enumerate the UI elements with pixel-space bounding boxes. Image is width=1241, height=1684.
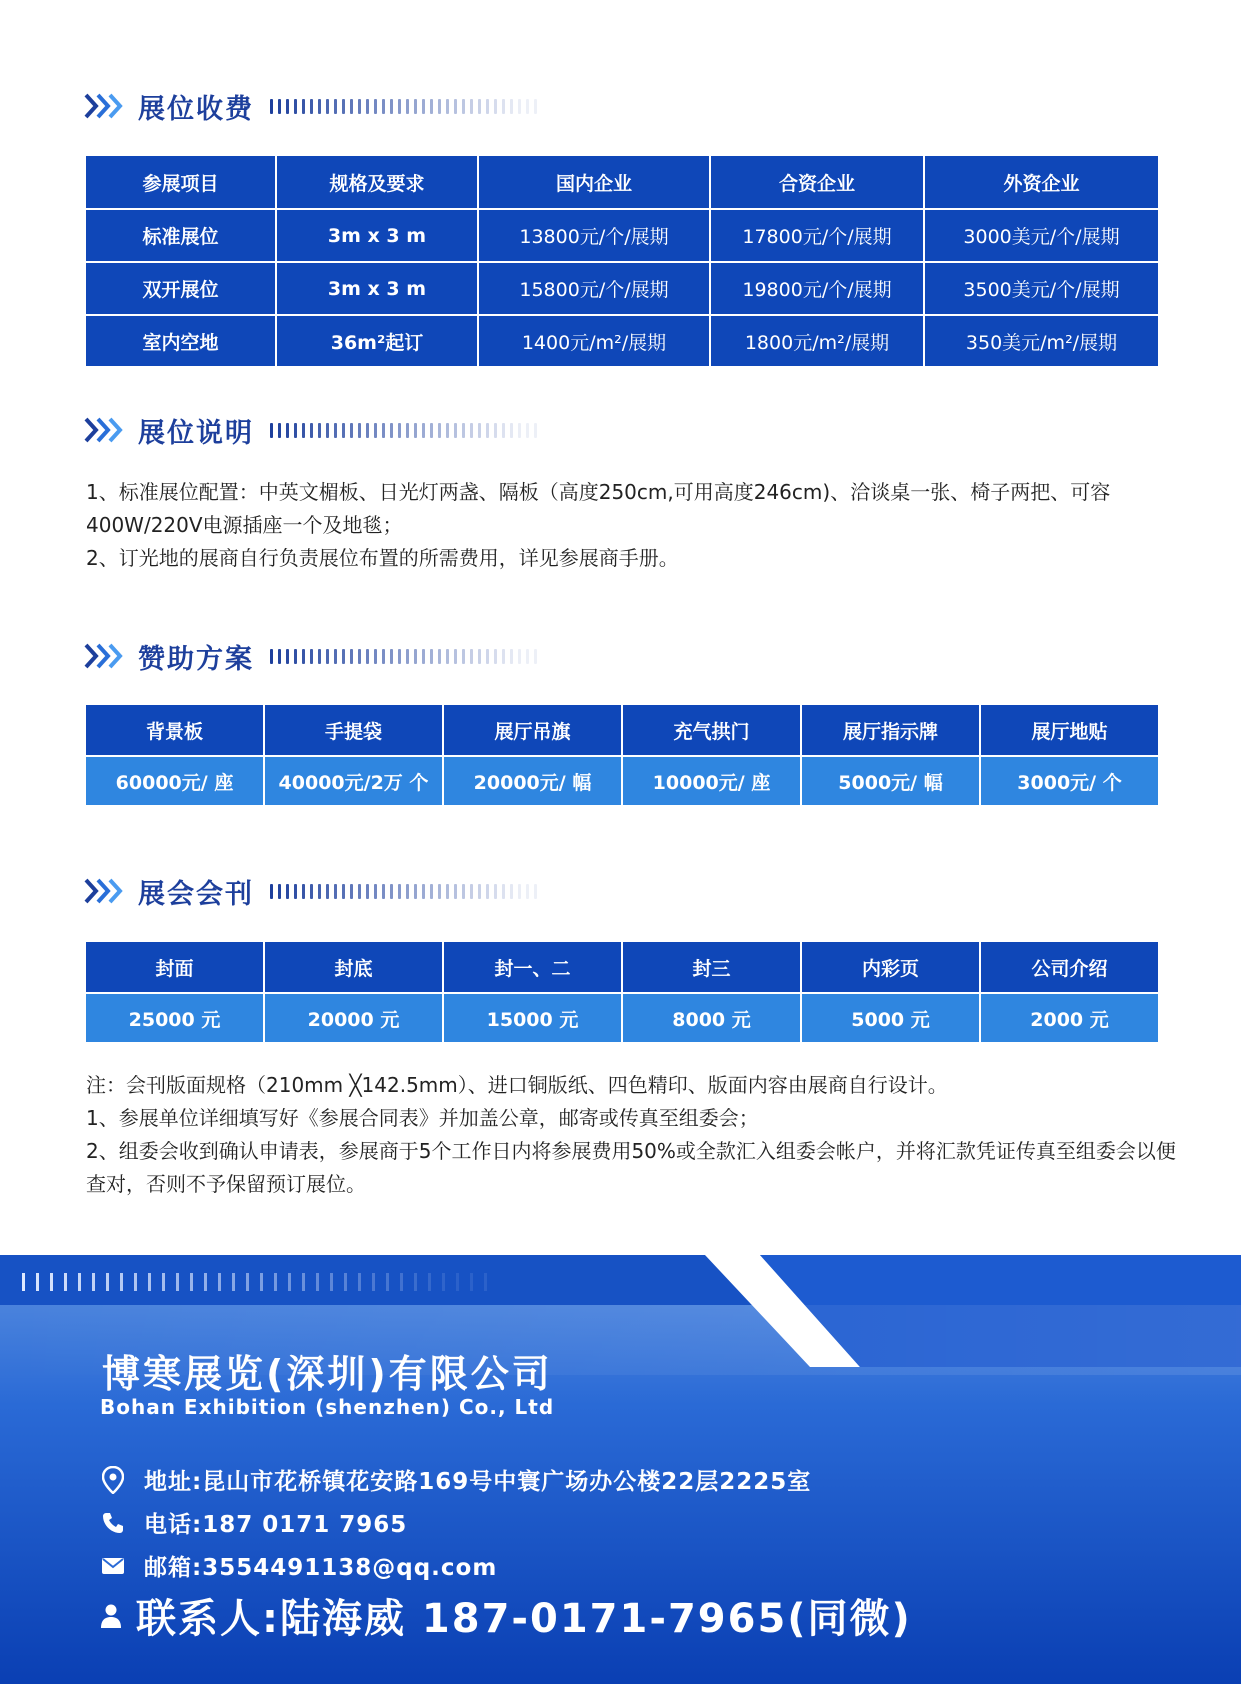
tick-mark (278, 884, 281, 899)
tick-mark (456, 1273, 459, 1291)
tick-mark (310, 649, 313, 664)
tick-mark (50, 1273, 53, 1291)
person-icon (100, 1593, 122, 1639)
section-title-sponsor (84, 636, 542, 676)
tick-mark (246, 1273, 249, 1291)
tick-mark (176, 1273, 179, 1291)
table-row (85, 209, 1159, 262)
tick-mark (120, 1273, 123, 1291)
tick-mark (518, 423, 521, 438)
tick-mark (454, 884, 457, 899)
chevrons-icon (84, 417, 124, 443)
tick-mark (478, 649, 481, 664)
tick-mark (386, 1273, 389, 1291)
tick-mark (398, 99, 401, 114)
table-cell: 8000 元 (622, 993, 801, 1043)
tick-mark (374, 649, 377, 664)
phone-row (100, 1506, 407, 1539)
tick-mark (462, 99, 465, 114)
table-header-cell: 展厅指示牌 (801, 704, 980, 756)
tick-mark (342, 423, 345, 438)
tick-mark (318, 884, 321, 899)
tick-mark (502, 423, 505, 438)
table-header-cell: 合资企业 (710, 155, 924, 209)
table-header-cell: 背景板 (85, 704, 264, 756)
tick-mark (398, 884, 401, 899)
table-cell: 15800元/个/展期 (478, 262, 710, 315)
chevrons-icon (84, 643, 124, 669)
tick-mark (406, 649, 409, 664)
table-cell: 17800元/个/展期 (710, 209, 924, 262)
note-line: 注：会刊版面规格（210mm ╳142.5mm）、进口铜版纸、四色精印、版面内容由展商自行设计。 (86, 1073, 948, 1097)
chevrons-icon (84, 93, 124, 119)
tick-mark (318, 423, 321, 438)
tick-mark (372, 1273, 375, 1291)
tick-mark (526, 649, 529, 664)
tick-mark (366, 884, 369, 899)
table-header-row (85, 704, 1159, 756)
decorative-ticks (270, 99, 542, 114)
tick-mark (350, 99, 353, 114)
tick-mark (302, 884, 305, 899)
sponsor-table (84, 703, 1160, 807)
tick-mark (334, 423, 337, 438)
table-header-row (85, 155, 1159, 209)
tick-mark (204, 1273, 207, 1291)
tick-mark (438, 884, 441, 899)
tick-mark (428, 1273, 431, 1291)
tick-mark (502, 99, 505, 114)
email-text: 邮箱:3554491138@qq.com (144, 1555, 498, 1581)
note-line: 2、组委会收到确认申请表，参展商于5个工作日内将参展费用50%或全款汇入组委会帐户，并将汇款凭证传真至组委会以便查对，否则不予保留预订展位。 (86, 1139, 1176, 1196)
tick-mark (148, 1273, 151, 1291)
tick-mark (286, 99, 289, 114)
tick-mark (334, 884, 337, 899)
tick-mark (446, 99, 449, 114)
tick-mark (478, 99, 481, 114)
tick-mark (494, 884, 497, 899)
table-cell: 13800元/个/展期 (478, 209, 710, 262)
tick-mark (278, 649, 281, 664)
tick-mark (374, 884, 377, 899)
tick-mark (92, 1273, 95, 1291)
tick-mark (510, 423, 513, 438)
tick-mark (382, 884, 385, 899)
tick-mark (22, 1273, 25, 1291)
contact-person-text: 联系人:陆海威 187-0171-7965(同微) (136, 1596, 912, 1642)
journal-notes (86, 1069, 1176, 1201)
tick-mark (494, 423, 497, 438)
tick-mark (422, 99, 425, 114)
company-name-cn: 博寒展览(深圳)有限公司 (102, 1352, 553, 1396)
tick-mark (334, 99, 337, 114)
tick-mark (518, 884, 521, 899)
table-cell: 20000 元 (264, 993, 443, 1043)
table-header-cell: 展厅地贴 (980, 704, 1159, 756)
table-cell: 1800元/m²/展期 (710, 315, 924, 367)
tick-mark (470, 1273, 473, 1291)
tick-mark (366, 649, 369, 664)
tick-mark (260, 1273, 263, 1291)
tick-mark (286, 423, 289, 438)
tick-mark (486, 884, 489, 899)
tick-mark (478, 423, 481, 438)
tick-mark (358, 1273, 361, 1291)
table-row (85, 756, 1159, 806)
tick-mark (510, 884, 513, 899)
tick-mark (270, 423, 273, 438)
contact-person-row (100, 1587, 912, 1644)
table-cell: 标准展位 (85, 209, 276, 262)
tick-mark (294, 649, 297, 664)
tick-mark (350, 423, 353, 438)
tick-mark (390, 423, 393, 438)
tick-mark (430, 649, 433, 664)
table-cell: 双开展位 (85, 262, 276, 315)
table-header-cell: 规格及要求 (276, 155, 478, 209)
tick-mark (406, 884, 409, 899)
table-cell: 5000元/ 幅 (801, 756, 980, 806)
tick-mark (382, 649, 385, 664)
tick-mark (294, 99, 297, 114)
tick-mark (422, 423, 425, 438)
tick-mark (398, 423, 401, 438)
tick-mark (446, 423, 449, 438)
tick-mark (430, 423, 433, 438)
tick-mark (406, 99, 409, 114)
tick-mark (382, 99, 385, 114)
tick-mark (526, 423, 529, 438)
tick-mark (502, 884, 505, 899)
tick-mark (326, 423, 329, 438)
email-row (100, 1549, 497, 1582)
location-pin-icon (100, 1467, 126, 1493)
tick-mark (478, 884, 481, 899)
table-header-cell: 封底 (264, 941, 443, 993)
tick-mark (484, 1273, 487, 1291)
tick-mark (438, 99, 441, 114)
decorative-ticks (270, 423, 542, 438)
company-name-en: Bohan Exhibition (shenzhen) Co., Ltd (100, 1395, 555, 1419)
table-header-cell: 封一、二 (443, 941, 622, 993)
tick-mark (270, 649, 273, 664)
decorative-ticks (270, 649, 542, 664)
tick-mark (510, 99, 513, 114)
tick-mark (374, 423, 377, 438)
decorative-ticks (270, 884, 542, 899)
tick-mark (358, 649, 361, 664)
table-cell: 19800元/个/展期 (710, 262, 924, 315)
tick-mark (438, 649, 441, 664)
tick-mark (446, 884, 449, 899)
table-header-cell: 参展项目 (85, 155, 276, 209)
journal-table (84, 940, 1160, 1044)
phone-text: 电话:187 0171 7965 (144, 1512, 408, 1538)
table-cell: 5000 元 (801, 993, 980, 1043)
section-title-text: 展会会刊 (138, 878, 254, 910)
tick-mark (414, 884, 417, 899)
table-header-cell: 展厅吊旗 (443, 704, 622, 756)
section-title-fees (84, 86, 542, 126)
footer (0, 1255, 1241, 1684)
tick-mark (218, 1273, 221, 1291)
tick-mark (342, 884, 345, 899)
tick-mark (414, 1273, 417, 1291)
tick-mark (316, 1273, 319, 1291)
table-header-cell: 充气拱门 (622, 704, 801, 756)
tick-mark (486, 99, 489, 114)
tick-mark (302, 423, 305, 438)
tick-mark (36, 1273, 39, 1291)
tick-mark (534, 423, 537, 438)
tick-mark (470, 649, 473, 664)
tick-mark (486, 423, 489, 438)
table-cell: 350美元/m²/展期 (924, 315, 1159, 367)
section-title-journal (84, 871, 542, 911)
address-text: 地址:昆山市花桥镇花安路169号中寰广场办公楼22层2225室 (144, 1469, 812, 1495)
chevrons-icon (84, 878, 124, 904)
tick-mark (534, 649, 537, 664)
tick-mark (326, 884, 329, 899)
table-cell: 1400元/m²/展期 (478, 315, 710, 367)
tick-mark (350, 884, 353, 899)
tick-mark (518, 99, 521, 114)
tick-mark (442, 1273, 445, 1291)
table-cell: 25000 元 (85, 993, 264, 1043)
tick-mark (134, 1273, 137, 1291)
tick-mark (358, 884, 361, 899)
note-line: 1、参展单位详细填写好《参展合同表》并加盖公章，邮寄或传真至组委会； (86, 1106, 759, 1130)
phone-icon (100, 1510, 126, 1536)
tick-mark (366, 99, 369, 114)
tick-mark (526, 884, 529, 899)
address-row (100, 1463, 811, 1496)
tick-mark (162, 1273, 165, 1291)
tick-mark (288, 1273, 291, 1291)
mail-icon (100, 1553, 126, 1579)
tick-mark (310, 423, 313, 438)
tick-mark (400, 1273, 403, 1291)
table-cell: 3m x 3 m (276, 262, 478, 315)
tick-mark (406, 423, 409, 438)
section-title-text: 展位收费 (138, 93, 254, 125)
tick-mark (390, 649, 393, 664)
tick-mark (454, 423, 457, 438)
tick-mark (334, 649, 337, 664)
tick-mark (494, 99, 497, 114)
table-row (85, 315, 1159, 367)
decorative-ticks (22, 1273, 498, 1291)
table-cell: 室内空地 (85, 315, 276, 367)
tick-mark (422, 884, 425, 899)
table-row (85, 993, 1159, 1043)
tick-mark (106, 1273, 109, 1291)
tick-mark (390, 884, 393, 899)
tick-mark (414, 649, 417, 664)
tick-mark (302, 1273, 305, 1291)
tick-mark (302, 99, 305, 114)
tick-mark (350, 649, 353, 664)
tick-mark (294, 884, 297, 899)
tick-mark (534, 99, 537, 114)
tick-mark (318, 649, 321, 664)
tick-mark (326, 649, 329, 664)
tick-mark (344, 1273, 347, 1291)
tick-mark (382, 423, 385, 438)
table-header-cell: 内彩页 (801, 941, 980, 993)
table-header-cell: 封三 (622, 941, 801, 993)
tick-mark (278, 423, 281, 438)
tick-mark (454, 99, 457, 114)
tick-mark (270, 884, 273, 899)
table-header-cell: 国内企业 (478, 155, 710, 209)
tick-mark (486, 649, 489, 664)
tick-mark (358, 99, 361, 114)
table-row (85, 262, 1159, 315)
tick-mark (526, 99, 529, 114)
tick-mark (310, 884, 313, 899)
table-cell: 2000 元 (980, 993, 1159, 1043)
table-cell: 40000元/2万 个 (264, 756, 443, 806)
tick-mark (286, 884, 289, 899)
note-line: 1、标准展位配置：中英文楣板、日光灯两盏、隔板（高度250cm,可用高度246cm)、洽谈桌一张、椅子两把、可容400W/220V电源插座一个及地毯； (86, 480, 1111, 537)
tick-mark (78, 1273, 81, 1291)
tick-mark (430, 884, 433, 899)
tick-mark (470, 884, 473, 899)
section-title-text: 展位说明 (138, 417, 254, 449)
tick-mark (470, 423, 473, 438)
tick-mark (326, 99, 329, 114)
tick-mark (390, 99, 393, 114)
tick-mark (302, 649, 305, 664)
section-title-text: 赞助方案 (138, 643, 254, 675)
table-header-cell: 手提袋 (264, 704, 443, 756)
tick-mark (190, 1273, 193, 1291)
table-cell: 60000元/ 座 (85, 756, 264, 806)
table-cell: 3m x 3 m (276, 209, 478, 262)
tick-mark (286, 649, 289, 664)
table-header-cell: 公司介绍 (980, 941, 1159, 993)
table-cell: 3000美元/个/展期 (924, 209, 1159, 262)
tick-mark (330, 1273, 333, 1291)
tick-mark (422, 649, 425, 664)
tick-mark (414, 99, 417, 114)
tick-mark (318, 99, 321, 114)
table-cell: 3500美元/个/展期 (924, 262, 1159, 315)
tick-mark (358, 423, 361, 438)
table-cell: 10000元/ 座 (622, 756, 801, 806)
tick-mark (470, 99, 473, 114)
tick-mark (462, 423, 465, 438)
tick-mark (462, 649, 465, 664)
tick-mark (430, 99, 433, 114)
tick-mark (366, 423, 369, 438)
note-line: 2、订光地的展商自行负责展位布置的所需费用，详见参展商手册。 (86, 546, 679, 570)
tick-mark (518, 649, 521, 664)
tick-mark (64, 1273, 67, 1291)
tick-mark (232, 1273, 235, 1291)
booth-notes (86, 476, 1176, 575)
tick-mark (398, 649, 401, 664)
tick-mark (374, 99, 377, 114)
tick-mark (510, 649, 513, 664)
tick-mark (294, 423, 297, 438)
tick-mark (494, 649, 497, 664)
table-cell: 3000元/ 个 (980, 756, 1159, 806)
tick-mark (270, 99, 273, 114)
tick-mark (454, 649, 457, 664)
tick-mark (502, 649, 505, 664)
tick-mark (534, 884, 537, 899)
tick-mark (462, 884, 465, 899)
booth-fee-table (84, 154, 1160, 368)
table-cell: 15000 元 (443, 993, 622, 1043)
table-header-row (85, 941, 1159, 993)
table-header-cell: 外资企业 (924, 155, 1159, 209)
tick-mark (414, 423, 417, 438)
tick-mark (446, 649, 449, 664)
tick-mark (342, 649, 345, 664)
tick-mark (278, 99, 281, 114)
tick-mark (310, 99, 313, 114)
table-header-cell: 封面 (85, 941, 264, 993)
tick-mark (438, 423, 441, 438)
tick-mark (274, 1273, 277, 1291)
table-cell: 20000元/ 幅 (443, 756, 622, 806)
tick-mark (342, 99, 345, 114)
section-title-booth-desc (84, 410, 542, 450)
table-cell: 36m²起订 (276, 315, 478, 367)
